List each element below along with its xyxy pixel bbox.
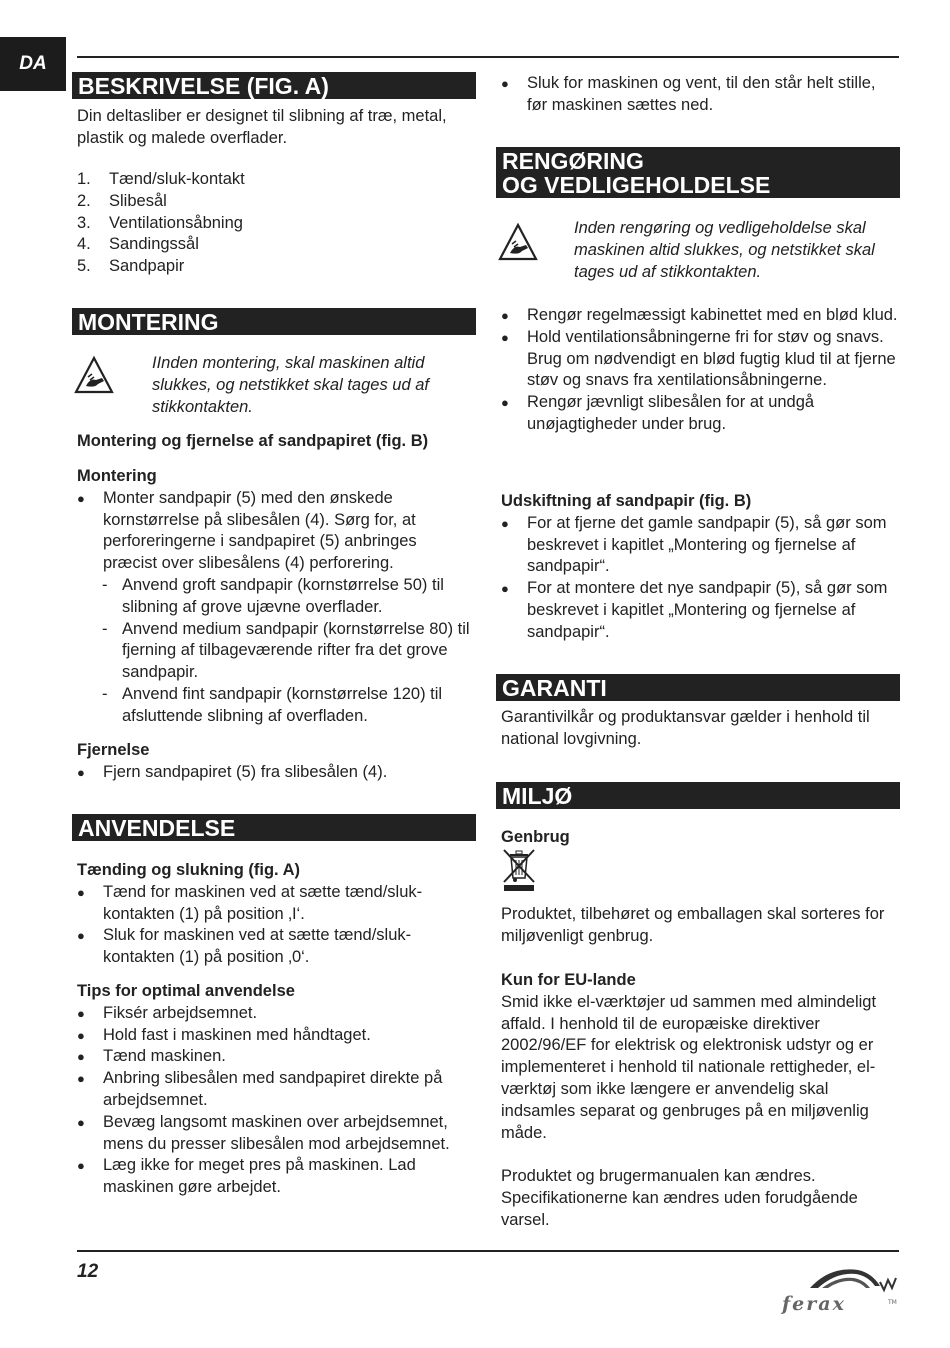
warning-unplug-icon — [498, 222, 538, 262]
list-item: ● Fjern sandpapiret (5) fra slibesålen (4). — [77, 762, 388, 781]
tips-content: Tips for optimal anvendelse ● Fiksér arbejdsemnet. ● Hold fast i maskinen med håndtaget. ● Tænd maskinen. ● Anbring slibesålen med sandpapiret direkte på arbejdsemnet. ● Bevæg langsomt maskinen over arbejdsemnet, mens du presser slibesålen mod arbejdsemnet. ● Læg ikke for meget pres på maskinen. Lad maskinen gøre arbejdet. — [77, 981, 475, 1199]
list-item: ● Læg ikke for meget pres på maskinen. Lad maskinen gøre arbejdet. — [77, 1156, 416, 1197]
top-rule — [77, 56, 899, 58]
list-item: 1. Tænd/sluk-kontakt — [77, 170, 245, 188]
list-item: - Anvend fint sandpapir (kornstørrelse 120) til afsluttende slibning af overfladen. — [102, 684, 443, 725]
warning-unplug-icon — [74, 355, 114, 395]
section-header-miljo: MILJØ — [496, 782, 900, 809]
rengoring-bullets — [501, 305, 899, 436]
page-number: 12 — [77, 1261, 99, 1282]
section-header-montering: MONTERING — [72, 308, 476, 335]
ferax-logo — [780, 1262, 900, 1316]
top-bullet — [501, 73, 899, 117]
list-item: ● Anbring slibesålen med sandpapiret direkte på arbejdsemnet. — [77, 1069, 443, 1109]
switch-content: Tænding og slukning (fig. A) ● Tænd for maskinen ved at sætte tænd/sluk-kontakten (1) på position ‚I‘. ● Sluk for maskinen ved at sætte tænd/sluk-kontakten (1) på position ‚0‘. — [77, 860, 475, 969]
list-item: ● Tænd for maskinen ved at sætte tænd/sluk-kontakten (1) på position ‚I‘. — [77, 882, 423, 923]
list-item: 3. Ventilationsåbning — [77, 213, 243, 232]
montering-content: Montering ● Monter sandpapir (5) med den ønskede kornstørrelse på slibesålen (4). Sørg for, at perforeringerne i sandpapiret (5) anbringes præcist over slibesålens (4) perforering. - Anvend groft sandpapir (kornstørrelse 50) til slibning af grove ujævne overflader. - Anvend medium sandpapir (kornstørrelse 80) til fjerning af tilbageværende rifter fra det grove sandpapir. - Anvend fint sandpapir (kornstørrelse 120) til afsluttende slibning af overfladen. — [77, 466, 475, 728]
recycle-text: Produktet, tilbehøret og emballagen skal sorteres for miljøvenligt genbrug. — [501, 905, 885, 945]
list-item: ● Hold ventilationsåbningerne fri for støv og snavs. Brug om nødvendigt en blød fugtig klud til at fjerne støv og snavs fra xentilationsåbningerne. — [501, 327, 896, 390]
fjernelse-content: Fjernelse ● Fjern sandpapiret (5) fra slibesålen (4). — [77, 740, 475, 784]
list-item: ● Bevæg langsomt maskinen over arbejdsemnet, mens du presser slibesålen mod arbejdsemnet. — [77, 1112, 450, 1153]
replace-content: Udskiftning af sandpapir (fig. B) ● For at fjerne det gamle sandpapir (5), så gør som beskrevet i kapitlet „Montering og fjernelse af sandpapir“. ● For at montere det nye sandpapir (5), så gør som beskrevet i kapitlet „Montering og fjernelse af sandpapir“. — [501, 491, 899, 644]
list-item: ● Sluk for maskinen ved at sætte tænd/sluk-kontakten (1) på position ‚0‘. — [77, 926, 412, 967]
list-item: ● Monter sandpapir (5) med den ønskede kornstørrelse på slibesålen (4). Sørg for, at perforeringerne i sandpapiret (5) anbringes præcist over slibesålens (4) perforering. — [77, 488, 417, 573]
eu-content: Kun for EU-lande Smid ikke el-værktøjer ud sammen med almindeligt affald. I henhold til de europæiske direktiver 2002/96/EF for elektrisk og elektronisk udstyr og er implementeret i henhold til nationale rettigheder, el-værktøj som ikke længere er anvendelig skal indsamles separat og genbruges på en miljøvenlig måde. — [501, 971, 877, 1142]
list-item: - Anvend medium sandpapir (kornstørrelse 80) til fjerning af tilbageværende rifter fra det grove sandpapir. — [102, 619, 470, 682]
list-item: ● Rengør jævnligt slibesålen for at undgå unøjagtigheder under brug. — [501, 393, 815, 433]
section-header-beskrivelse: BESKRIVELSE (FIG. A) — [72, 72, 476, 99]
list-item: ● Sluk for maskinen og vent, til den står helt stille, før maskinen sættes ned. — [501, 74, 876, 114]
list-item: ● Rengør regelmæssigt kabinettet med en blød klud. — [501, 306, 898, 324]
weee-crossed-bin-icon — [501, 848, 537, 892]
list-item: ● Hold fast i maskinen med håndtaget. — [77, 1025, 371, 1044]
beskrivelse-intro: Din deltasliber er designet til slibning af træ, metal, plastik og malede overflader. — [77, 107, 447, 147]
bottom-rule — [77, 1250, 899, 1252]
language-tab: DA — [0, 37, 66, 91]
rengoring-warning: Inden rengøring og vedligeholdelse skal maskinen altid slukkes, og netstikket skal tages ud af stikkontakten. — [574, 219, 875, 281]
section-header-garanti: GARANTI — [496, 674, 900, 701]
list-item: 4. Sandingssål — [77, 235, 199, 254]
montering-warning: IInden montering, skal maskinen altid slukkes, og netstikket skal tages ud af stikkontakten. — [152, 354, 429, 416]
svg-text:ferax: ferax — [782, 1293, 846, 1315]
list-item: 2. Slibesål — [77, 191, 167, 210]
list-item: ● Fiksér arbejdsemnet. — [77, 1003, 258, 1022]
changes-text: Produktet og brugermanualen kan ændres. Specifikationerne kan ændres uden forudgående varsel. — [501, 1167, 858, 1229]
list-item: 5. Sandpapir — [77, 257, 185, 276]
list-item: - Anvend groft sandpapir (kornstørrelse 50) til slibning af grove ujævne overflader. — [102, 575, 444, 616]
parts-list — [77, 169, 475, 278]
section-header-anvendelse: ANVENDELSE — [72, 814, 476, 841]
list-item: ● For at fjerne det gamle sandpapir (5), så gør som beskrevet i kapitlet „Montering og fjernelse af sandpapir“. — [501, 513, 887, 576]
section-header-rengoring: RENGØRING OG VEDLIGEHOLDELSE — [496, 147, 900, 198]
montering-subheading: Montering og fjernelse af sandpapiret (fig. B) — [77, 432, 429, 450]
svg-text:TM: TM — [888, 1299, 897, 1306]
list-item: ● Tænd maskinen. — [77, 1047, 226, 1066]
list-item: ● For at montere det nye sandpapir (5), så gør som beskrevet i kapitlet „Montering og fjernelse af sandpapir“. — [501, 579, 888, 641]
recycle-heading: Genbrug — [501, 828, 570, 846]
garanti-text: Garantivilkår og produktansvar gælder i henhold til national lovgivning. — [501, 708, 870, 748]
